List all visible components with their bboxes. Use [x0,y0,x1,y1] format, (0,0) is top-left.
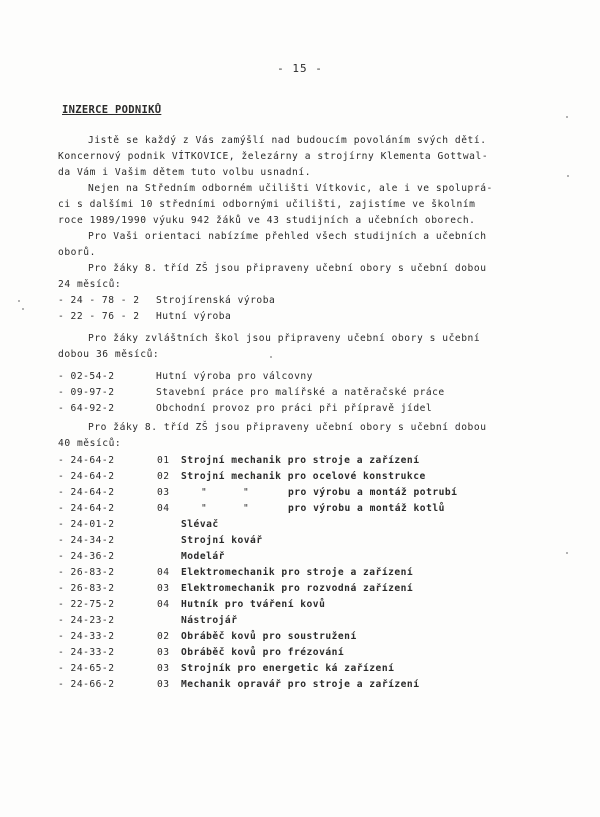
ditto-mark: " [201,503,208,514]
item-code: - 24-64-2 [58,487,115,498]
item-code: - 26-83-2 [58,583,115,594]
scan-speck [567,175,569,177]
item-sub: 03 [157,583,170,594]
item-code: - 22 - 76 - 2 [58,311,140,322]
item-code: - 64-92-2 [58,403,115,414]
item-sub: 03 [157,647,170,658]
item-name: Nástrojář [181,615,238,626]
item-sub: 04 [157,503,170,514]
item-name: Strojní mechanik pro ocelové konstrukce [181,471,426,482]
item-name: Mechanik opravář pro stroje a zařízení [181,679,420,690]
item-name: Modelář [181,551,225,562]
item-code: - 22-75-2 [58,599,115,610]
scan-speck [566,116,568,118]
item-code: - 24-64-2 [58,471,115,482]
item-code: - 02-54-2 [58,371,115,382]
item-code: - 24-34-2 [58,535,115,546]
scan-speck [22,308,24,310]
item-name: Strojní kovář [181,535,263,546]
item-code: - 24-65-2 [58,663,115,674]
item-code: - 24-64-2 [58,455,115,466]
page-number: - 15 - [277,62,323,75]
item-name: pro výrobu a montáž potrubí [288,487,458,498]
item-code: - 24 - 78 - 2 [58,295,140,306]
item-sub: 01 [157,455,170,466]
group2-lead-cont: dobou 36 měsíců: [58,349,160,360]
intro-line: da Vám i Vašim dětem tuto volbu usnadní. [58,167,312,178]
group2-lead: Pro žáky zvláštních škol jsou připraveny učební obory s učební [88,333,481,344]
item-sub: 04 [157,599,170,610]
ditto-mark: " [243,503,250,514]
item-name: Obchodní provoz pro práci při přípravě jídel [156,403,433,414]
item-name: Elektromechanik pro rozvodná zařízení [181,583,414,594]
group1-lead-cont: 24 měsíců: [58,279,122,290]
scan-speck [270,356,272,358]
item-name: Obráběč kovů pro soustružení [181,631,357,642]
item-name: Strojírenská výroba [156,295,276,306]
item-sub: 03 [157,679,170,690]
item-name: Hutní výroba pro válcovny [156,371,313,382]
group3-lead: Pro žáky 8. tříd ZŠ jsou připraveny učební obory s učební dobou [88,422,487,433]
item-sub: 04 [157,567,170,578]
item-code: - 24-33-2 [58,647,115,658]
item-name: Stavební práce pro malířské a natěračské práce [156,387,445,398]
group3-lead-cont: 40 měsíců: [58,438,122,449]
ditto-mark: " [201,487,208,498]
intro-line: Pro Vaši orientaci nabízíme přehled všech studijních a učebních [88,231,487,242]
intro-line: Nejen na Středním odborném učilišti Vítkovic, ale i ve spoluprá- [88,183,493,194]
item-code: - 24-66-2 [58,679,115,690]
item-sub: 03 [157,487,170,498]
item-code: - 09-97-2 [58,387,115,398]
item-code: - 26-83-2 [58,567,115,578]
intro-line: oborů. [58,247,96,258]
intro-line: Jistě se každý z Vás zamýšlí nad budoucím povoláním svých dětí. [88,135,487,146]
item-name: Strojní mechanik pro stroje a zařízení [181,455,420,466]
item-name: pro výrobu a montáž kotlů [288,503,445,514]
intro-line: Koncernový podnik VÍTKOVICE, železárny a strojírny Klementa Gottwal- [58,151,489,162]
intro-line: ci s dalšími 10 středními odbornými učilišti, zajistíme ve školním [58,199,476,210]
ditto-mark: " [243,487,250,498]
item-sub: 02 [157,471,170,482]
item-name: Hutní výroba [156,311,232,322]
item-code: - 24-33-2 [58,631,115,642]
item-name: Hutník pro tváření kovů [181,599,326,610]
item-name: Elektromechanik pro stroje a zařízení [181,567,414,578]
item-sub: 03 [157,663,170,674]
item-code: - 24-23-2 [58,615,115,626]
item-name: Strojník pro energetic ká zařízení [181,663,395,674]
intro-line: roce 1989/1990 výuku 942 žáků ve 43 studijních a učebních oborech. [58,215,476,226]
item-name: Slévač [181,519,219,530]
group1-lead: Pro žáky 8. tříd ZŠ jsou připraveny učební obory s učební dobou [88,263,487,274]
item-code: - 24-36-2 [58,551,115,562]
scan-speck [18,300,20,302]
item-code: - 24-64-2 [58,503,115,514]
item-code: - 24-01-2 [58,519,115,530]
item-name: Obráběč kovů pro frézování [181,647,345,658]
section-heading: INZERCE PODNIKŮ [62,104,162,116]
item-sub: 02 [157,631,170,642]
scan-speck [566,552,568,554]
